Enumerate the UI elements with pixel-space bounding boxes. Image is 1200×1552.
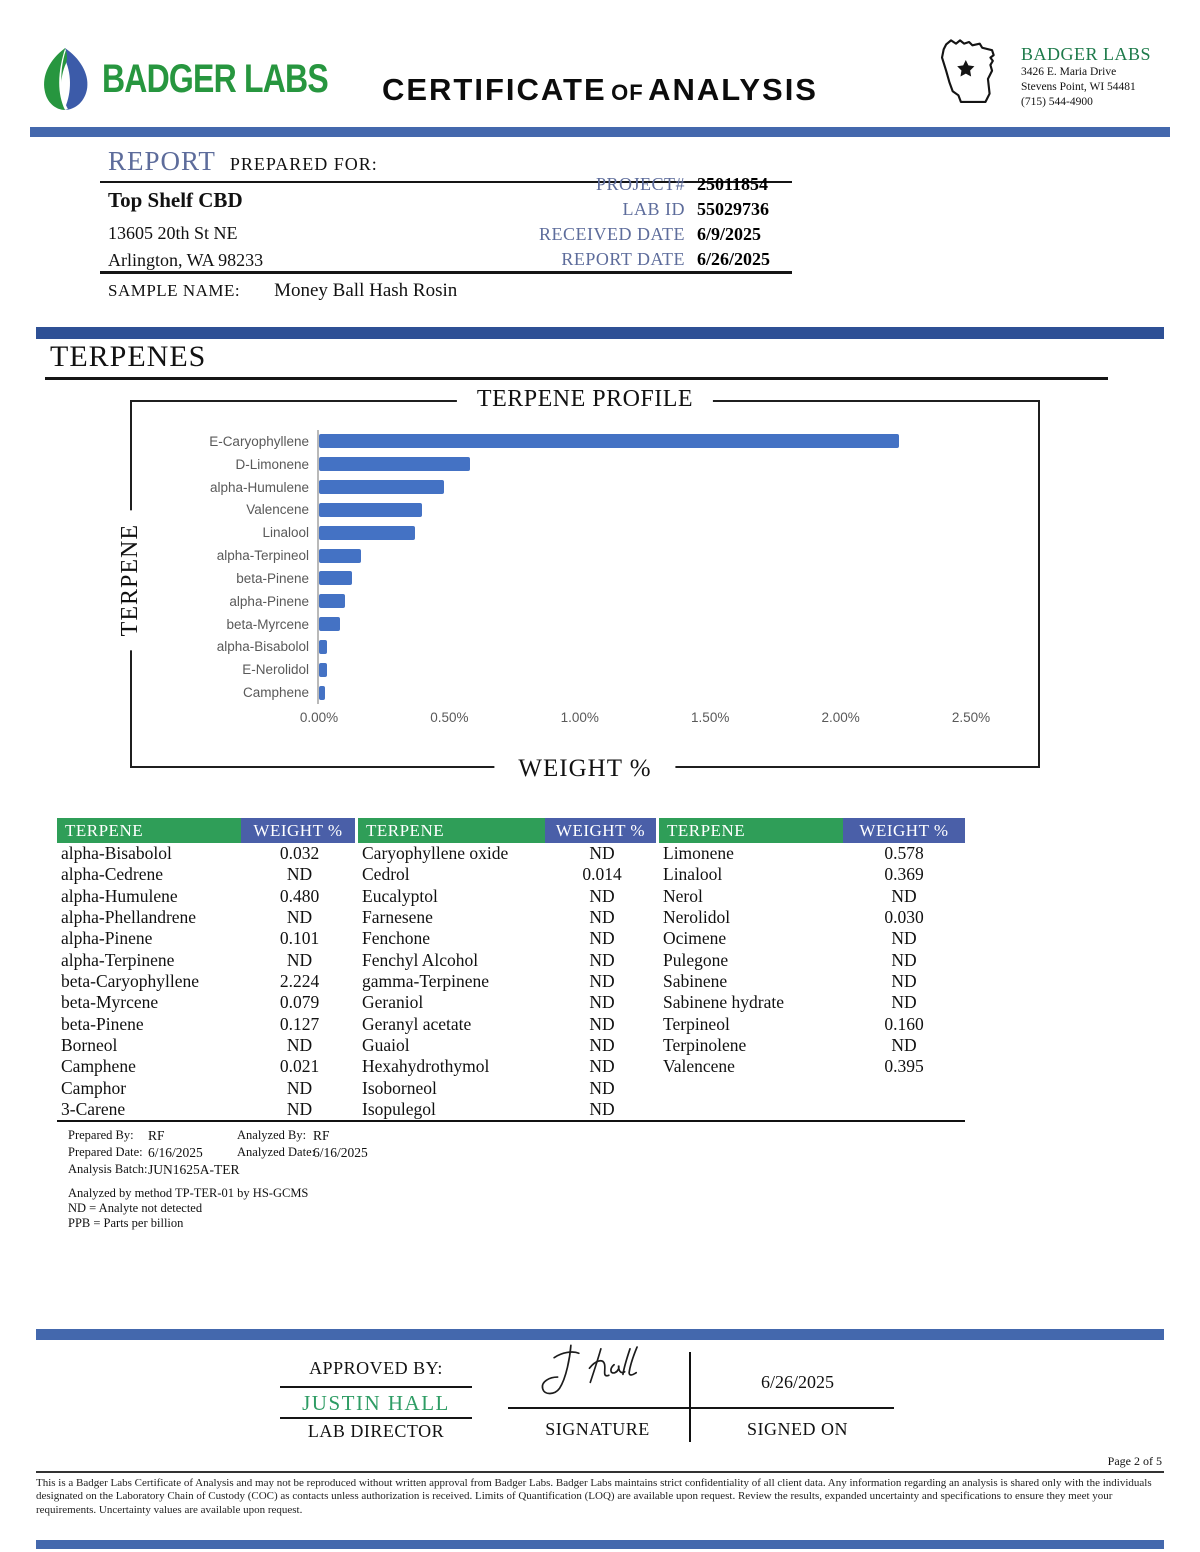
analyzed-date-label: Analyzed Date: (237, 1145, 316, 1159)
client-name: Top Shelf CBD (108, 188, 243, 212)
table-cell-weight: ND (286, 864, 313, 885)
received-date-value: 6/9/2025 (697, 224, 762, 244)
chart-category-label: alpha-Terpineol (216, 548, 309, 564)
table-cell-weight: 0.021 (279, 1056, 320, 1077)
table-cell-weight: ND (286, 1035, 313, 1056)
footer-rule (36, 1471, 1164, 1473)
table-cell-terpene (659, 1099, 843, 1120)
approver-name-rule (280, 1417, 472, 1419)
x-tick-label: 2.00% (821, 710, 860, 725)
analyzed-date-value: 6/16/2025 (313, 1145, 368, 1160)
chart-bar (319, 480, 444, 494)
table-cell-weight: 0.578 (884, 843, 924, 863)
prepared-date-value: 6/16/2025 (148, 1145, 203, 1160)
lab-phone: (715) 544-4900 (1021, 96, 1093, 109)
table-cell-terpene: Linalool (663, 864, 723, 885)
chart-bar-area (317, 453, 1038, 476)
report-date-label: REPORT DATE (561, 249, 685, 269)
column-header-weight: WEIGHT % (545, 818, 659, 843)
analyzed-by-label: Analyzed By: (237, 1128, 307, 1142)
table-cell-terpene: Nerolidol (663, 907, 731, 928)
title-of: OF (611, 80, 644, 105)
table-cell-weight: ND (286, 1077, 313, 1098)
chart-category-label: beta-Myrcene (226, 616, 309, 632)
divider-bar-bottom (36, 1540, 1164, 1549)
chart-bar-area (317, 476, 1038, 499)
terpenes-title-rule (45, 377, 1108, 380)
table-cell-weight: 0.127 (279, 1013, 320, 1034)
chart-bar-area (317, 635, 1038, 658)
table-cell-terpene: alpha-Humulene (61, 885, 178, 906)
approved-by-label: APPROVED BY: (309, 1358, 443, 1378)
lab-contact-info (1021, 44, 1151, 111)
chart-bar-area (317, 590, 1038, 613)
chart-bar-area (317, 430, 1038, 453)
table-cell-terpene: alpha-Bisabolol (61, 843, 172, 863)
table-cell-weight (843, 1099, 965, 1120)
table-cell-weight: ND (589, 1056, 615, 1077)
chart-row (132, 635, 1038, 658)
lab-address-line1: 3426 E. Maria Drive (1021, 66, 1117, 78)
chart-category-label: Valencene (246, 502, 309, 518)
prepared-by-label: Prepared By: (68, 1128, 134, 1142)
table-cell-weight: ND (589, 971, 615, 992)
analysis-meta (68, 1128, 708, 1232)
terpene-table-header (57, 818, 965, 843)
report-section-heading (108, 146, 378, 177)
project-value: 25011854 (697, 174, 769, 194)
lab-id-label: LAB ID (622, 199, 685, 219)
chart-title: TERPENE PROFILE (457, 386, 713, 413)
chart-bar-area (317, 681, 1038, 704)
table-cell-terpene: Terpinolene (663, 1035, 747, 1056)
page-number: Page 2 of 5 (1107, 1454, 1162, 1468)
chart-category-label: Camphene (242, 685, 309, 701)
table-cell-terpene: beta-Myrcene (61, 992, 159, 1013)
table-cell-terpene: alpha-Phellandrene (61, 907, 197, 928)
chart-bar-area (317, 613, 1038, 636)
table-cell-weight (843, 1078, 965, 1099)
chart-category-label: Linalool (262, 525, 309, 541)
chart-y-axis-label: TERPENE (115, 510, 146, 650)
chart-x-axis-label: WEIGHT % (494, 755, 675, 783)
chart-category-label: alpha-Humulene (209, 479, 309, 495)
x-tick-label: 2.50% (951, 710, 991, 725)
chart-row (132, 658, 1038, 681)
chart-row (132, 453, 1038, 476)
client-info (108, 188, 263, 274)
table-cell-terpene: Borneol (61, 1035, 118, 1056)
terpene-profile-chart (117, 386, 1040, 782)
table-cell-terpene: Camphene (61, 1056, 136, 1077)
chart-bar-area (317, 544, 1038, 567)
table-cell-terpene: alpha-Pinene (61, 928, 153, 949)
chart-bar (319, 549, 361, 563)
chart-category-label: beta-Pinene (236, 570, 309, 586)
terpenes-section-title: TERPENES (50, 340, 207, 373)
chart-category-label: alpha-Bisabolol (216, 639, 309, 655)
title-analysis: ANALYSIS (648, 72, 818, 107)
table-cell-weight: ND (891, 928, 917, 949)
table-cell-weight: ND (891, 885, 917, 906)
signature-label: SIGNATURE (545, 1419, 650, 1439)
chart-bar (319, 640, 327, 654)
method-note: Analyzed by method TP-TER-01 by HS-GCMS (68, 1186, 309, 1200)
lab-address-line2: Stevens Point, WI 54481 (1021, 81, 1136, 94)
table-cell-terpene: Fenchone (362, 928, 431, 949)
chart-category-label: E-Caryophyllene (209, 433, 309, 449)
x-tick-label: 1.00% (560, 710, 599, 725)
table-cell-weight: 0.030 (884, 907, 924, 928)
disclaimer-text: This is a Badger Labs Certificate of Analysis and may not be reproduced without written approval from Badger Labs. Badger Labs maintains strict confidentiality of all client data. Any information regarding an analysis is shared only with the individuals designated on the Laboratory Chain of Custody (COC) as contacts unless authorization is received. Limits of Quantification (LOQ) are available upon request. Review the results, expanded uncertainty and specifications to ensure they meet your requirements. Uncertainty values are available upon request. (36, 1477, 1152, 1516)
table-cell-terpene: Hexahydrothymol (362, 1056, 490, 1077)
signed-date: 6/26/2025 (760, 1372, 834, 1392)
prepared-by-value: RF (148, 1128, 165, 1143)
ppb-note: PPB = Parts per billion (68, 1216, 184, 1230)
table-cell-terpene: Limonene (663, 843, 734, 863)
table-cell-weight: ND (286, 907, 313, 928)
table-cell-weight: ND (286, 1099, 313, 1120)
x-tick-label: 0.00% (299, 710, 339, 725)
terpene-table (57, 818, 965, 1122)
table-cell-terpene (659, 1078, 843, 1099)
chart-bar (319, 434, 899, 448)
wisconsin-state-icon (933, 36, 1015, 112)
table-cell-terpene: alpha-Terpinene (61, 949, 175, 970)
chart-row (132, 430, 1038, 453)
client-address-line2: Arlington, WA 98233 (108, 250, 264, 270)
report-meta (460, 172, 800, 272)
table-cell-weight: ND (589, 928, 615, 949)
nd-note: ND = Analyte not detected (68, 1201, 203, 1215)
table-cell-weight: ND (589, 992, 615, 1013)
table-cell-terpene: Sabinene (663, 971, 728, 992)
table-cell-weight: ND (891, 1035, 917, 1056)
project-label: PROJECT# (595, 174, 685, 194)
table-cell-weight: 0.079 (279, 992, 320, 1013)
chart-row (132, 681, 1038, 704)
chart-row (132, 476, 1038, 499)
sample-name-row (108, 280, 457, 302)
chart-bar (319, 503, 422, 517)
chart-row (132, 613, 1038, 636)
approved-by-rule (280, 1386, 472, 1388)
chart-bar (319, 686, 325, 700)
client-address-line1: 13605 20th St NE (108, 223, 238, 243)
chart-bar (319, 571, 352, 585)
table-cell-weight: ND (589, 1035, 615, 1056)
table-cell-terpene: Ocimene (663, 928, 727, 949)
prepared-date-label: Prepared Date: (68, 1145, 143, 1159)
meta-row-report-date (460, 247, 800, 272)
table-cell-terpene: Terpineol (663, 1013, 730, 1034)
table-cell-weight: 0.480 (279, 885, 320, 906)
table-cell-terpene: beta-Pinene (61, 1013, 144, 1034)
table-cell-weight: 0.032 (279, 843, 320, 863)
chart-bar (319, 457, 470, 471)
table-cell-terpene: Geranyl acetate (362, 1013, 472, 1034)
table-cell-terpene: Eucalyptol (362, 885, 438, 906)
table-cell-weight: 0.101 (279, 928, 320, 949)
approver-title: LAB DIRECTOR (307, 1421, 445, 1441)
meta-row-project (460, 172, 800, 197)
table-cell-terpene: Camphor (61, 1077, 127, 1098)
sample-rule (100, 271, 792, 274)
meta-row-lab-id (460, 197, 800, 222)
table-cell-terpene: Isoborneol (362, 1077, 437, 1098)
table-cell-terpene: Fenchyl Alcohol (362, 949, 479, 970)
chart-bar-area (317, 658, 1038, 681)
table-cell-weight: ND (589, 843, 615, 863)
table-cell-weight: ND (589, 949, 615, 970)
chart-row (132, 544, 1038, 567)
chart-row (132, 590, 1038, 613)
table-cell-terpene: Sabinene hydrate (663, 992, 784, 1013)
x-tick-label: 0.50% (430, 710, 469, 725)
table-cell-terpene: Cedrol (362, 864, 410, 885)
divider-bar-top (30, 127, 1170, 137)
report-heading-secondary: PREPARED FOR: (229, 154, 378, 174)
table-cell-terpene: beta-Caryophyllene (61, 971, 200, 992)
sample-name-value: Money Ball Hash Rosin (274, 280, 458, 301)
lab-id-value: 55029736 (697, 199, 769, 219)
page-title (330, 72, 870, 108)
sample-name-label: SAMPLE NAME: (108, 281, 241, 300)
x-tick-label: 1.50% (691, 710, 730, 725)
chart-x-ticks (299, 710, 1038, 730)
chart-bar-area (317, 498, 1038, 521)
report-heading-primary: REPORT (108, 146, 216, 176)
meta-row-received-date (460, 222, 800, 247)
column-header-terpene: TERPENE (57, 818, 241, 843)
table-cell-terpene: Guaiol (362, 1035, 410, 1056)
chart-bar (319, 617, 340, 631)
table-cell-weight: ND (891, 949, 917, 970)
chart-bar (319, 663, 327, 677)
table-cell-weight: ND (589, 1077, 615, 1098)
chart-row (132, 567, 1038, 590)
signature-image (525, 1336, 675, 1404)
logo-wordmark: BADGER LABS (102, 56, 328, 101)
chart-bar-area (317, 567, 1038, 590)
chart-bar-area (317, 521, 1038, 544)
table-cell-terpene: gamma-Terpinene (362, 971, 490, 992)
table-cell-weight: 0.160 (884, 1013, 924, 1034)
table-cell-weight: 2.224 (279, 971, 320, 992)
chart-row (132, 498, 1038, 521)
table-cell-terpene: Pulegone (663, 949, 729, 970)
table-cell-weight: 0.395 (884, 1056, 924, 1077)
table-cell-weight: ND (589, 1099, 615, 1120)
column-header-weight: WEIGHT % (843, 818, 965, 843)
lab-name: BADGER LABS (1021, 44, 1152, 64)
table-cell-terpene: 3-Carene (61, 1099, 126, 1120)
signed-on-label: SIGNED ON (747, 1419, 848, 1439)
table-cell-terpene: Geraniol (362, 992, 424, 1013)
chart-bar (319, 594, 345, 608)
signature-rule (508, 1407, 894, 1409)
lab-address-box (933, 36, 1183, 112)
table-cell-terpene: Valencene (663, 1056, 735, 1077)
table-cell-weight: ND (286, 949, 313, 970)
table-cell-terpene: Nerol (663, 885, 703, 906)
table-cell-weight: 0.014 (582, 864, 622, 885)
table-cell-weight: ND (589, 907, 615, 928)
table-cell-terpene: Farnesene (362, 907, 433, 928)
chart-row (132, 521, 1038, 544)
table-cell-terpene: Caryophyllene oxide (362, 843, 509, 863)
analyzed-by-value: RF (313, 1128, 330, 1143)
chart-rows (132, 430, 1038, 704)
column-header-terpene: TERPENE (659, 818, 843, 843)
report-date-value: 6/26/2025 (697, 249, 771, 269)
received-date-label: RECEIVED DATE (539, 224, 685, 244)
table-cell-weight: ND (589, 885, 615, 906)
chart-category-label: D-Limonene (235, 456, 309, 472)
chart-category-label: E-Nerolidol (242, 662, 309, 678)
table-cell-weight: 0.369 (884, 864, 924, 885)
chart-bar (319, 526, 415, 540)
table-cell-terpene: alpha-Cedrene (61, 864, 164, 885)
table-cell-weight: ND (589, 1013, 615, 1034)
table-cell-weight: ND (891, 992, 917, 1013)
divider-bar-section (36, 327, 1164, 339)
approver-name: JUSTIN HALL (302, 1391, 450, 1415)
chart-category-label: alpha-Pinene (229, 593, 309, 609)
leaf-logo-icon (36, 46, 94, 112)
analysis-batch-label: Analysis Batch: (68, 1162, 148, 1176)
column-header-weight: WEIGHT % (241, 818, 358, 843)
column-header-terpene: TERPENE (358, 818, 545, 843)
title-certificate: CERTIFICATE (381, 72, 607, 107)
table-cell-terpene: Isopulegol (362, 1099, 436, 1120)
table-cell-weight: ND (891, 971, 917, 992)
terpene-table-body (57, 843, 965, 1122)
analysis-batch-value: JUN1625A-TER (148, 1162, 240, 1177)
